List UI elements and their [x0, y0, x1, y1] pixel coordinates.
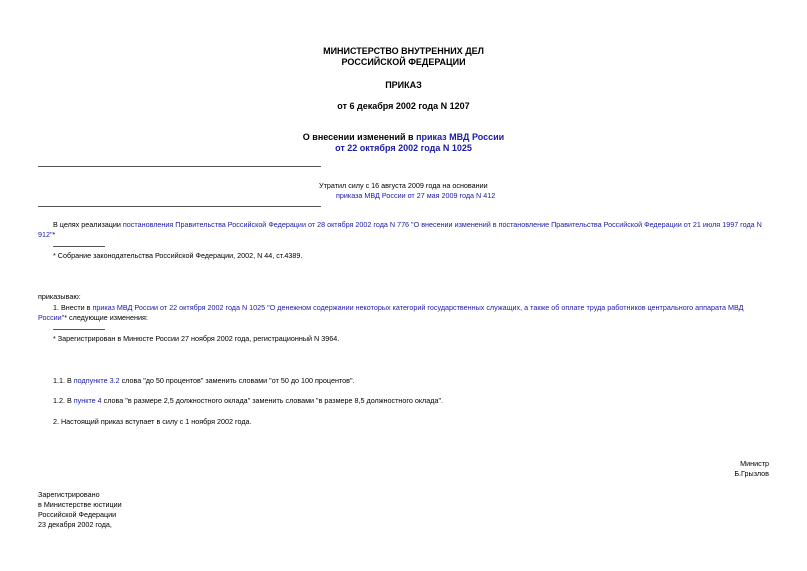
item1-line-2 — [38, 313, 148, 323]
para1-decree-link-cont[interactable]: 912" — [38, 230, 53, 239]
item-1-1 — [53, 376, 355, 386]
item1-suffix: * следующие изменения: — [64, 313, 148, 322]
item-1-1-suffix: слова "до 50 процентов" заменить словами "от 50 до 100 процентов". — [119, 376, 355, 385]
footnote-divider-2 — [53, 329, 105, 330]
item1-order-link-cont[interactable]: России" — [38, 313, 65, 322]
subject-link-date[interactable]: от 22 октября 2002 года N 1025 — [335, 143, 472, 153]
item-1-2 — [53, 396, 443, 406]
footnote-1: * Собрание законодательства Российской Федерации, 2002, N 44, ст.4389. — [53, 251, 303, 260]
footnote-2: * Зарегистрирован в Минюсте России 27 ноября 2002 года, регистрационный N 3964. — [53, 334, 340, 343]
signature-name: Б.Грызлов — [734, 469, 769, 478]
item-1-2-link[interactable]: пункте 4 — [73, 396, 102, 405]
registration-line-4: 23 декабря 2002 года, — [38, 520, 112, 529]
item1-line-1 — [53, 303, 744, 313]
para1-suffix: * — [52, 230, 56, 239]
para1-line-1 — [53, 220, 762, 230]
order-word: приказываю: — [38, 292, 81, 301]
signature-title: Министр — [740, 459, 769, 468]
item1-prefix: 1. Внести в — [53, 303, 93, 312]
divider-top — [38, 166, 321, 167]
item1-order-link[interactable]: приказ МВД России от 22 октября 2002 года N 1025 "О денежном содержании некоторых категорий государственных служащих, а также об оплате труда работников центрального аппарата МВД — [92, 303, 744, 312]
footnote-divider-1 — [53, 246, 105, 247]
item-1-2-prefix: 1.2. В — [53, 396, 74, 405]
registration-line-1: Зарегистрировано — [38, 490, 100, 499]
registration-line-3: Российской Федерации — [38, 510, 117, 519]
item-1-1-prefix: 1.1. В — [53, 376, 74, 385]
divider-bottom — [38, 206, 321, 207]
ministry-line-1: МИНИСТЕРСТВО ВНУТРЕННИХ ДЕЛ — [323, 46, 484, 56]
para1-prefix: В целях реализации — [53, 220, 123, 229]
subject-prefix: О внесении изменений в — [302, 132, 417, 142]
para1-line-2 — [38, 230, 55, 240]
item-1-1-link[interactable]: подпункте 3.2 — [73, 376, 120, 385]
item-2: 2. Настоящий приказ вступает в силу с 1 ноября 2002 года. — [53, 417, 252, 426]
ministry-line-2: РОССИЙСКОЙ ФЕДЕРАЦИИ — [341, 57, 466, 67]
status-repeal-link[interactable]: приказа МВД России от 27 мая 2009 года N 412 — [336, 191, 496, 200]
document-type: ПРИКАЗ — [385, 80, 422, 90]
para1-decree-link[interactable]: постановления Правительства Российской Федерации от 28 октября 2002 года N 776 "О внесении изменений в постановление Правительства Российской Федерации от 21 июля 1997 года N — [122, 220, 762, 229]
document-date-number: от 6 декабря 2002 года N 1207 — [337, 101, 470, 111]
status-line: Утратил силу с 16 августа 2009 года на основании — [319, 181, 488, 190]
document-subject-line-1 — [0, 132, 807, 143]
registration-line-2: в Министерстве юстиции — [38, 500, 122, 509]
subject-link-order[interactable]: приказ МВД России — [416, 132, 505, 142]
item-1-2-suffix: слова "в размере 2,5 должностного оклада" заменить словами "в размере 8,5 должностного оклада". — [101, 396, 443, 405]
